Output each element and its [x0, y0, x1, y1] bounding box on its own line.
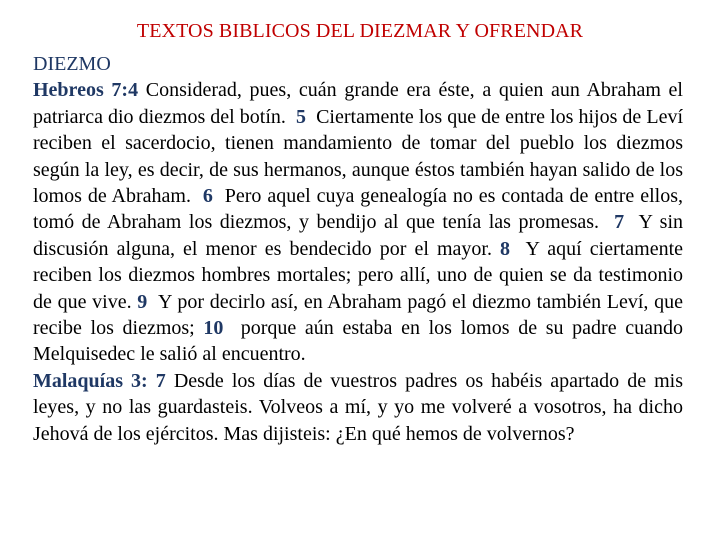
- hebreos-verse-10-text: porque aún estaba en los lomos de su padre cuando Melquisedec le salió al encuentro.: [33, 317, 684, 366]
- slide-title: TEXTOS BIBLICOS DEL DIEZMAR Y OFRENDAR: [136, 20, 584, 42]
- malaquias-passage: [33, 368, 683, 447]
- hebreos-verse-5-text: Ciertamente los que de entre los hijos de Leví reciben el sacerdocio, tienen mandamiento de tomar del pueblo los diezmos según la ley, es decir, de sus hermanos, aunque éstos también hayan salido de los lomos de Abraham.: [33, 105, 684, 208]
- hebreos-verse-10-number: 10: [203, 317, 224, 340]
- hebreos-verse-7-text: Y sin discusión alguna, el menor es bendecido por el mayor.: [33, 211, 684, 260]
- hebreos-verse-4-text: Considerad, pues, cuán grande era éste, a quien aun Abraham el patriarca dio diezmos del botín.: [33, 79, 683, 128]
- hebreos-verse-5-number: 5: [295, 105, 306, 128]
- malaquias-verse-7-text: Desde los días de vuestros padres os habéis apartado de mis leyes, y no las guardasteis. Volveos a mí, y yo me volveré a vosotros, ha dicho Jehová de los ejércitos. Mas dijisteis: ¿En qué hemos de volvernos?: [33, 369, 684, 445]
- hebreos-verse-8-text: Y aquí ciertamente reciben los diezmos hombres mortales; pero allí, uno de quien se da testimonio de que vive.: [33, 237, 684, 313]
- hebreos-passage: [33, 77, 683, 367]
- hebreos-verse-9-number: 9: [137, 290, 148, 313]
- hebreos-verse-8-number: 8: [500, 237, 511, 260]
- slide-body: [33, 51, 683, 447]
- malaquias-verse-7-number: 7: [155, 369, 166, 392]
- section-heading-diezmo: DIEZMO: [33, 53, 111, 75]
- hebreos-verse-6-text: Pero aquel cuya genealogía no es contada de entre ellos, tomó de Abraham los diezmos, y bendijo al que tenía las promesas.: [33, 185, 684, 234]
- hebreos-verse-7-number: 7: [614, 211, 625, 234]
- hebreos-reference-verse: 7:4: [111, 79, 139, 102]
- hebreos-verse-6-number: 6: [202, 185, 213, 208]
- hebreos-verse-9-text: Y por decirlo así, en Abraham pagó el diezmo también Leví, que recibe los diezmos;: [33, 290, 684, 340]
- malaquias-reference: Malaquías 3:: [33, 369, 148, 392]
- hebreos-reference-book: Hebreos: [33, 79, 104, 102]
